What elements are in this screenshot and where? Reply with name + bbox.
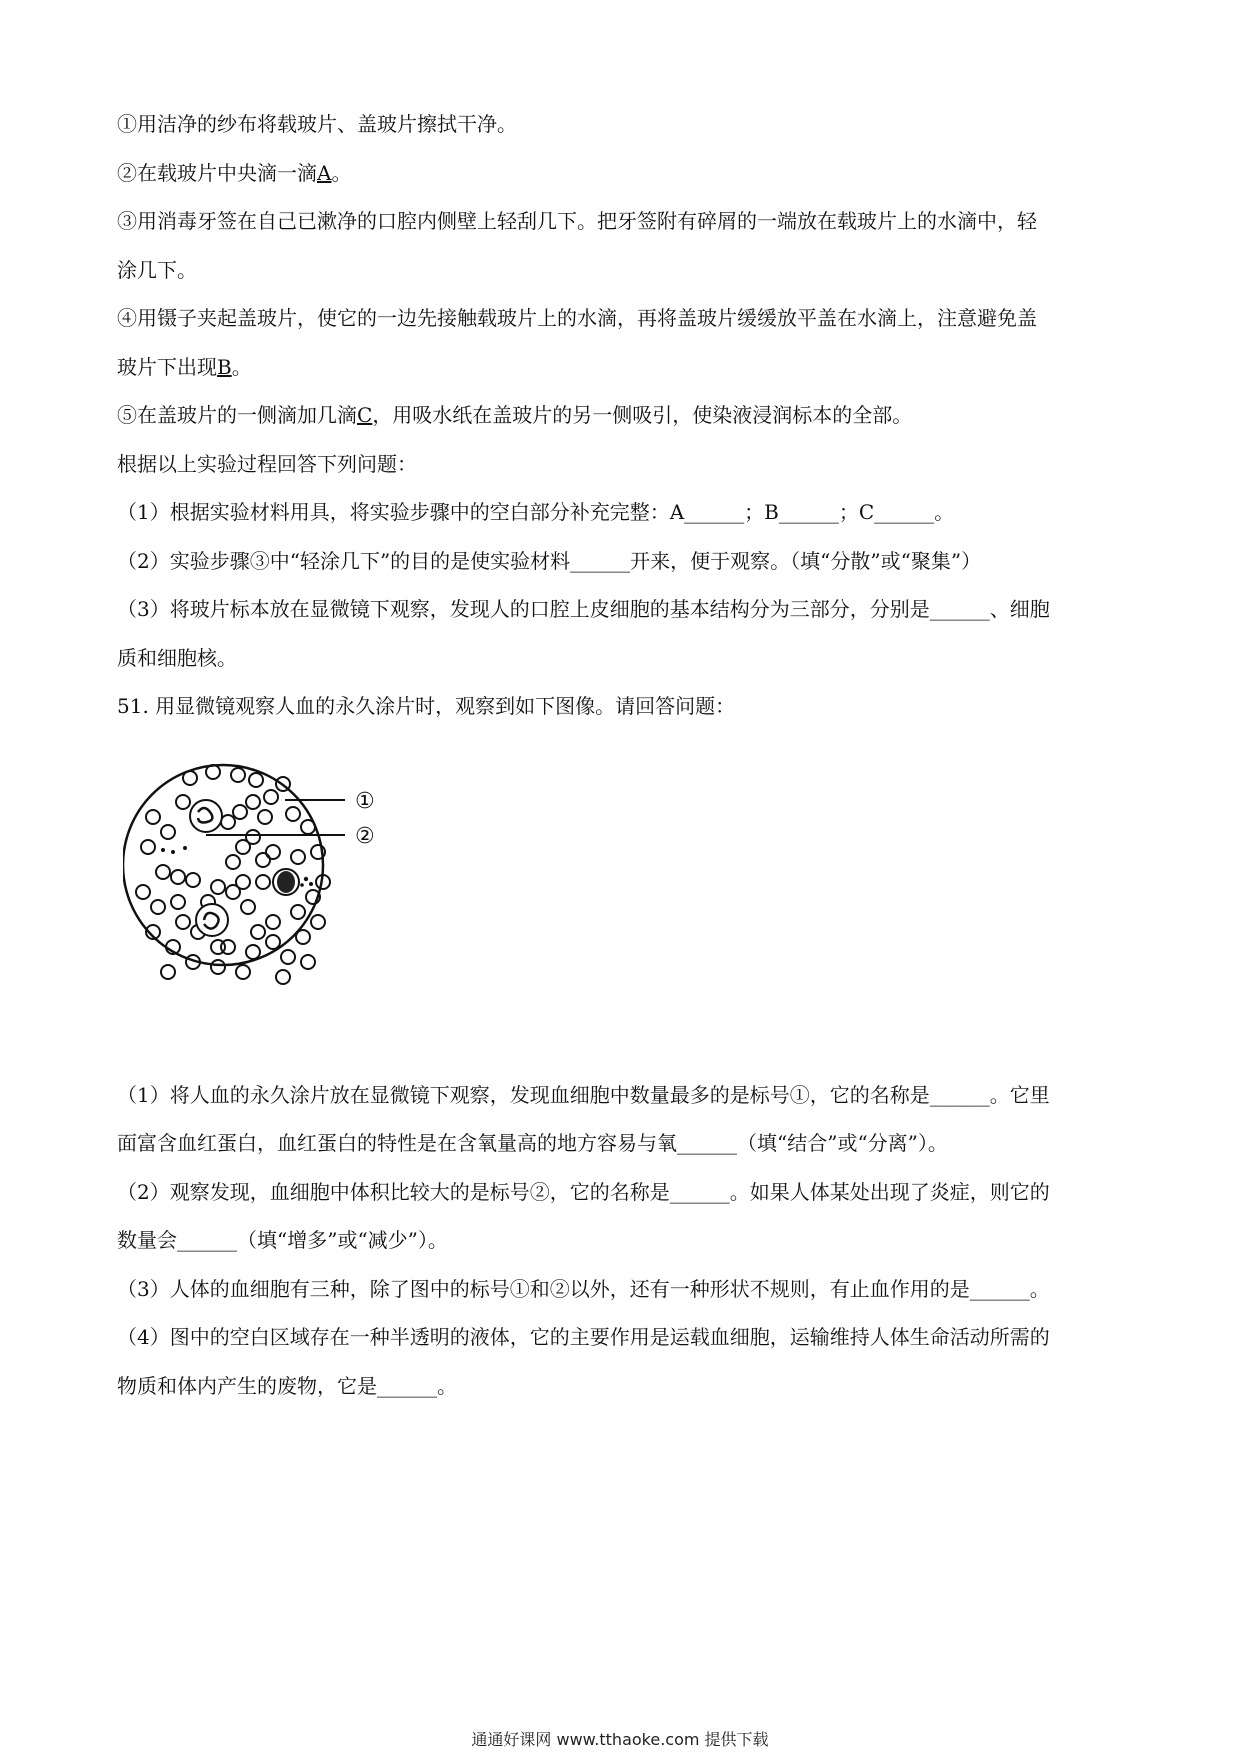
step-4-end: 。 [231,354,252,379]
step-1: ①用洁净的纱布将载玻片、盖玻片擦拭干净。 [117,112,517,136]
red-blood-cell [296,930,310,944]
label-1 [355,789,375,814]
step-5-text: ⑤在盖玻片的一侧滴加几滴 [117,403,357,427]
q51-part2-line2: 数量会______（填“增多”或“减少”）。 [117,1228,448,1252]
step-5 [117,391,1127,440]
red-blood-cell [311,915,325,929]
red-blood-cell [281,950,295,964]
step-2 [117,149,1127,198]
step-4-text: 玻片下出现 [117,354,217,379]
label-2-text: ② [355,824,375,849]
blank-a: A [317,160,332,185]
step-2-text: ②在载玻片中央滴一滴 [117,160,317,185]
red-blood-cell [276,970,290,984]
q50-part3-line1: （3）将玻片标本放在显微镜下观察，发现人的口腔上皮细胞的基本结构分为三部分，分别是______、细胞 [117,597,1050,621]
q50-part1: （1）根据实验材料用具，将实验步骤中的空白部分补充完整：A______；B______；C______。 [117,500,955,524]
blank-c: C [357,403,373,427]
q51-part4-line2: 物质和体内产生的废物，它是______。 [117,1373,457,1398]
red-blood-cell [236,965,250,979]
step-3-line1: ③用消毒牙签在自己已漱净的口腔内侧壁上轻刮几下。把牙签附有碎屑的一端放在载玻片上的水滴中，轻 [117,209,1037,233]
microscope-field [123,765,323,965]
q50-part3-line2: 质和细胞核。 [117,645,237,670]
q50-intro: 根据以上实验过程回答下列问题： [117,451,417,476]
q51-part4-line1: （4）图中的空白区域存在一种半透明的液体，它的主要作用是运载血细胞，运输维持人体生命活动所需的 [117,1325,1050,1349]
white-blood-cell-1 [190,800,222,832]
blank-b: B [217,354,232,379]
q50-part2: （2）实验步骤③中“轻涂几下”的目的是使实验材料______开来，便于观察。（填“分散”或“聚集”） [117,548,982,573]
step-3-line2: 涂几下。 [117,257,197,282]
q51-title: 51. 用显微镜观察人血的永久涂片时，观察到如下图像。请回答问题： [117,694,736,718]
q51-part1-line2: 面富含血红蛋白，血红蛋白的特性是在含氧量高的地方容易与氧______（填“结合”或“分离”）。 [117,1131,948,1155]
lymphocyte [273,869,299,895]
step-2-end: 。 [331,160,352,185]
white-blood-cell-2 [196,904,228,936]
step-4-line2 [117,343,1127,392]
q51-part2-line1: （2）观察发现，血细胞中体积比较大的是标号②，它的名称是______。如果人体某处出现了炎症，则它的 [117,1179,1050,1204]
step-5-end: ，用吸水纸在盖玻片的另一侧吸引，使染液浸润标本的全部。 [372,403,913,427]
q51-part3: （3）人体的血细胞有三种，除了图中的标号①和②以外，还有一种形状不规则，有止血作用的是______。 [117,1276,1050,1301]
footer-watermark: 通通好课网 www.tthaoke.com 提供下载 [471,1730,769,1749]
red-blood-cell [301,955,315,969]
blood-smear-figure [123,742,423,1002]
step-4-line1: ④用镊子夹起盖玻片，使它的一边先接触载玻片上的水滴，再将盖玻片缓缓放平盖在水滴上，注意避免盖 [117,306,1037,330]
label-2 [355,824,375,849]
red-blood-cell [161,965,175,979]
q51-part1-line1: （1）将人血的永久涂片放在显微镜下观察，发现血细胞中数量最多的是标号①，它的名称是______。它里 [117,1082,1050,1107]
label-1-text: ① [355,789,375,814]
